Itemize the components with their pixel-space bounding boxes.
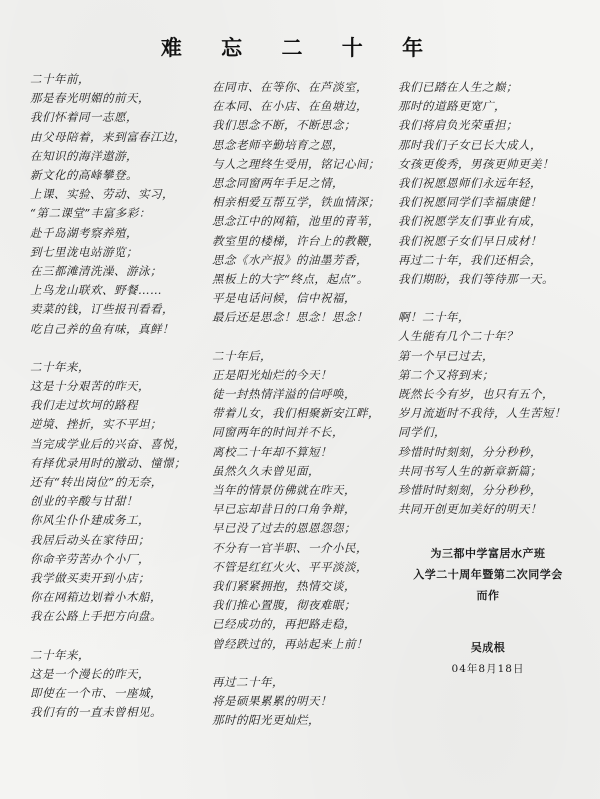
poem-line: 曾经跌过的，再站起来上前！ <box>212 636 368 651</box>
poem-line: 思念《水产报》的油墨芳香， <box>212 252 368 267</box>
poem-line: 再过二十年，我们还相会， <box>398 252 542 267</box>
poem-line: 那时的道路更宽广， <box>398 99 506 114</box>
poem-column-1 <box>30 70 210 723</box>
poem-line: 我们怀着同一志愿， <box>30 110 138 125</box>
poem-line: 正是阳光灿烂的今天！ <box>212 367 332 382</box>
poem-line: 那时我们子女已长大成人， <box>398 137 542 152</box>
poem-line: 将是硕果累累的明天！ <box>212 694 332 709</box>
poem-line: 我们紧紧拥抱，热情交谈， <box>212 579 356 594</box>
poem-line: 岁月流逝时不我待，人生苦短！ <box>398 406 566 421</box>
poem-line: 思念同窗两年手足之情， <box>212 176 344 191</box>
poem-line: 当完成学业后的兴奋、喜悦， <box>30 436 186 451</box>
poem-line: 在知识的海洋遨游， <box>30 148 138 163</box>
poem-line: 珍惜时时刻刻，分分秒秒， <box>398 444 542 459</box>
poem-column-2 <box>212 78 390 731</box>
poem-line: 我居后动头在家待田； <box>30 532 150 547</box>
poem-line: 同学们， <box>398 425 446 440</box>
poem-line: 我们已踏在人生之巅； <box>398 80 518 94</box>
poem-line: 在同市、在等你、在芦淡室， <box>212 80 368 94</box>
author-name: 吴成根 <box>470 641 506 655</box>
stanza-gap <box>398 289 578 308</box>
poem-title: 难 忘 二 十 年 <box>160 36 440 60</box>
poem-line: 既然长今有岁，也只有五个， <box>398 387 554 402</box>
poem-line: 上鸟龙山联欢、野餐…… <box>30 283 162 298</box>
poem-column-3 <box>398 78 578 679</box>
poem-line: 我们思念不断，不断思念； <box>212 118 356 133</box>
poem-line: 不分有一官半职、一介小民， <box>212 540 368 555</box>
poem-line: 我们期盼，我们等待那一天。 <box>398 272 554 287</box>
poem-line: 二十年来， <box>30 359 90 374</box>
poem-line: 共同开创更加美好的明天！ <box>398 502 542 517</box>
poem-line: 啊！二十年， <box>398 310 470 325</box>
poem-line: 这是十分艰苦的昨天， <box>30 379 150 394</box>
poem-line: 不管是红红火火、平平淡淡， <box>212 559 368 574</box>
poem-line: 同窗两年的时间并不长， <box>212 425 344 440</box>
poem-line: 我们祝愿同学们幸福康健！ <box>398 195 542 210</box>
poem-line: 那时的阳光更灿烂， <box>212 713 320 728</box>
poem-line: 徒一封热情洋溢的信呼唤， <box>212 387 356 402</box>
poem-line: 相亲相爱互帮互学，铁血情深； <box>212 195 380 210</box>
poem-line: 共同书写人生的新章新篇； <box>398 463 542 478</box>
poem-line: 与人之理终生受用，铭记心间； <box>212 156 380 171</box>
poem-line: 平是电话问候，信中祝福， <box>212 291 356 306</box>
poem-line: 当年的情景仿佛就在昨天， <box>212 483 356 498</box>
poem-line: 到七里泷电站游览； <box>30 244 138 259</box>
stanza-gap <box>212 328 390 347</box>
poem-line: 思念江中的网箱，池里的青苇， <box>212 214 380 229</box>
poem-line: 我在公路上手把方向盘。 <box>30 609 162 624</box>
stanza-gap <box>212 654 390 673</box>
poem-line: 这是一个漫长的昨天， <box>30 666 150 681</box>
poem-line: 最后还是思念！思念！思念！ <box>212 310 368 325</box>
poem-line: 我们走过坎坷的路程 <box>30 398 138 413</box>
poem-line: 思念老师辛勤培育之恩， <box>212 137 344 152</box>
poem-line: “第二课堂”丰富多彩： <box>30 206 151 221</box>
dedication-line-1: 为三都中学富居水产班 <box>430 547 546 561</box>
poem-line: 已经成功的，再把路走稳， <box>212 617 356 632</box>
poem-line: 离校二十年却不算短！ <box>212 444 332 459</box>
poem-line: 你命辛劳苦办个小厂， <box>30 551 150 566</box>
poem-line: 再过二十年， <box>212 674 284 689</box>
poem-line: 二十年前， <box>30 72 90 86</box>
poem-line: 二十年来， <box>30 647 90 662</box>
poem-line: 我们将肩负光荣重担； <box>398 118 518 133</box>
poem-line: 创业的辛酸与甘甜！ <box>30 494 138 509</box>
date-text: 04年8月18日 <box>451 662 525 675</box>
poem-line: 卖菜的钱，订些报刊看看， <box>30 302 174 317</box>
poem-line: 逆境、挫折，实不平坦； <box>30 417 162 432</box>
poem-line: 上课、实验、劳动、实习， <box>30 187 174 202</box>
poem-line: 早已忘却昔日的口角争辩， <box>212 502 356 517</box>
poem-line: 新文化的高峰攀登。 <box>30 168 138 183</box>
poem-line: 赴千岛湖考察养殖， <box>30 225 138 240</box>
poem-line: 即使在一个市、一座城， <box>30 686 162 701</box>
poem-line: 我们推心置腹，彻夜难眠； <box>212 598 356 613</box>
poem-line: 我们祝愿子女们早日成材！ <box>398 233 542 248</box>
poem-line: 人生能有几个二十年？ <box>398 329 518 344</box>
dedication-line-3: 而作 <box>476 589 500 603</box>
poem-line: 女孩更俊秀，男孩更帅更美！ <box>398 156 554 171</box>
poem-line: 第二个又将到来； <box>398 367 494 382</box>
stanza-gap <box>30 627 210 646</box>
dedication-line-2: 入学二十周年暨第二次同学会 <box>413 568 563 582</box>
poem-line: 珍惜时时刻刻，分分秒秒， <box>398 483 542 498</box>
poem-line: 由父母陪着，来到富春江边， <box>30 129 186 144</box>
poem-line: 第一个早已过去， <box>398 348 494 363</box>
poem-line: 黑板上的大字“终点，起点”。 <box>212 272 369 287</box>
poem-column-3-lines <box>398 78 578 519</box>
poem-line: 还有“转出岗位”的无奈， <box>30 475 163 490</box>
poem-line: 二十年后， <box>212 348 272 363</box>
poem-line: 在本同、在小店、在鱼塘边， <box>212 99 368 114</box>
poem-line: 虽然久久未曾见面， <box>212 463 320 478</box>
poem-line: 我学做买卖开到小店； <box>30 571 150 586</box>
poem-line: 我们有的一直未曾相见。 <box>30 705 162 720</box>
poem-line: 你风尘仆仆建成务工， <box>30 513 150 528</box>
poem-line: 在三都滩清洗澡、游泳； <box>30 264 162 279</box>
stanza-gap <box>30 339 210 358</box>
poem-line: 早已没了过去的恩恩怨怨； <box>212 521 356 536</box>
poem-line: 你在网箱边划着小木船， <box>30 590 162 605</box>
poem-line: 教室里的楼梯，许台上的教鞭， <box>212 233 380 248</box>
poem-line: 有择优录用时的激动、憧憬； <box>30 455 186 470</box>
dedication-block <box>398 543 578 606</box>
poem-line: 吃自己养的鱼有味，真鲜！ <box>30 321 174 336</box>
poem-line: 我们祝愿恩师们永远年轻， <box>398 176 542 191</box>
poem-line: 我们祝愿学友们事业有成， <box>398 214 542 229</box>
poem-line: 带着儿女，我们相聚新安江畔， <box>212 406 380 421</box>
poem-line: 那是春光明媚的前天， <box>30 91 150 106</box>
